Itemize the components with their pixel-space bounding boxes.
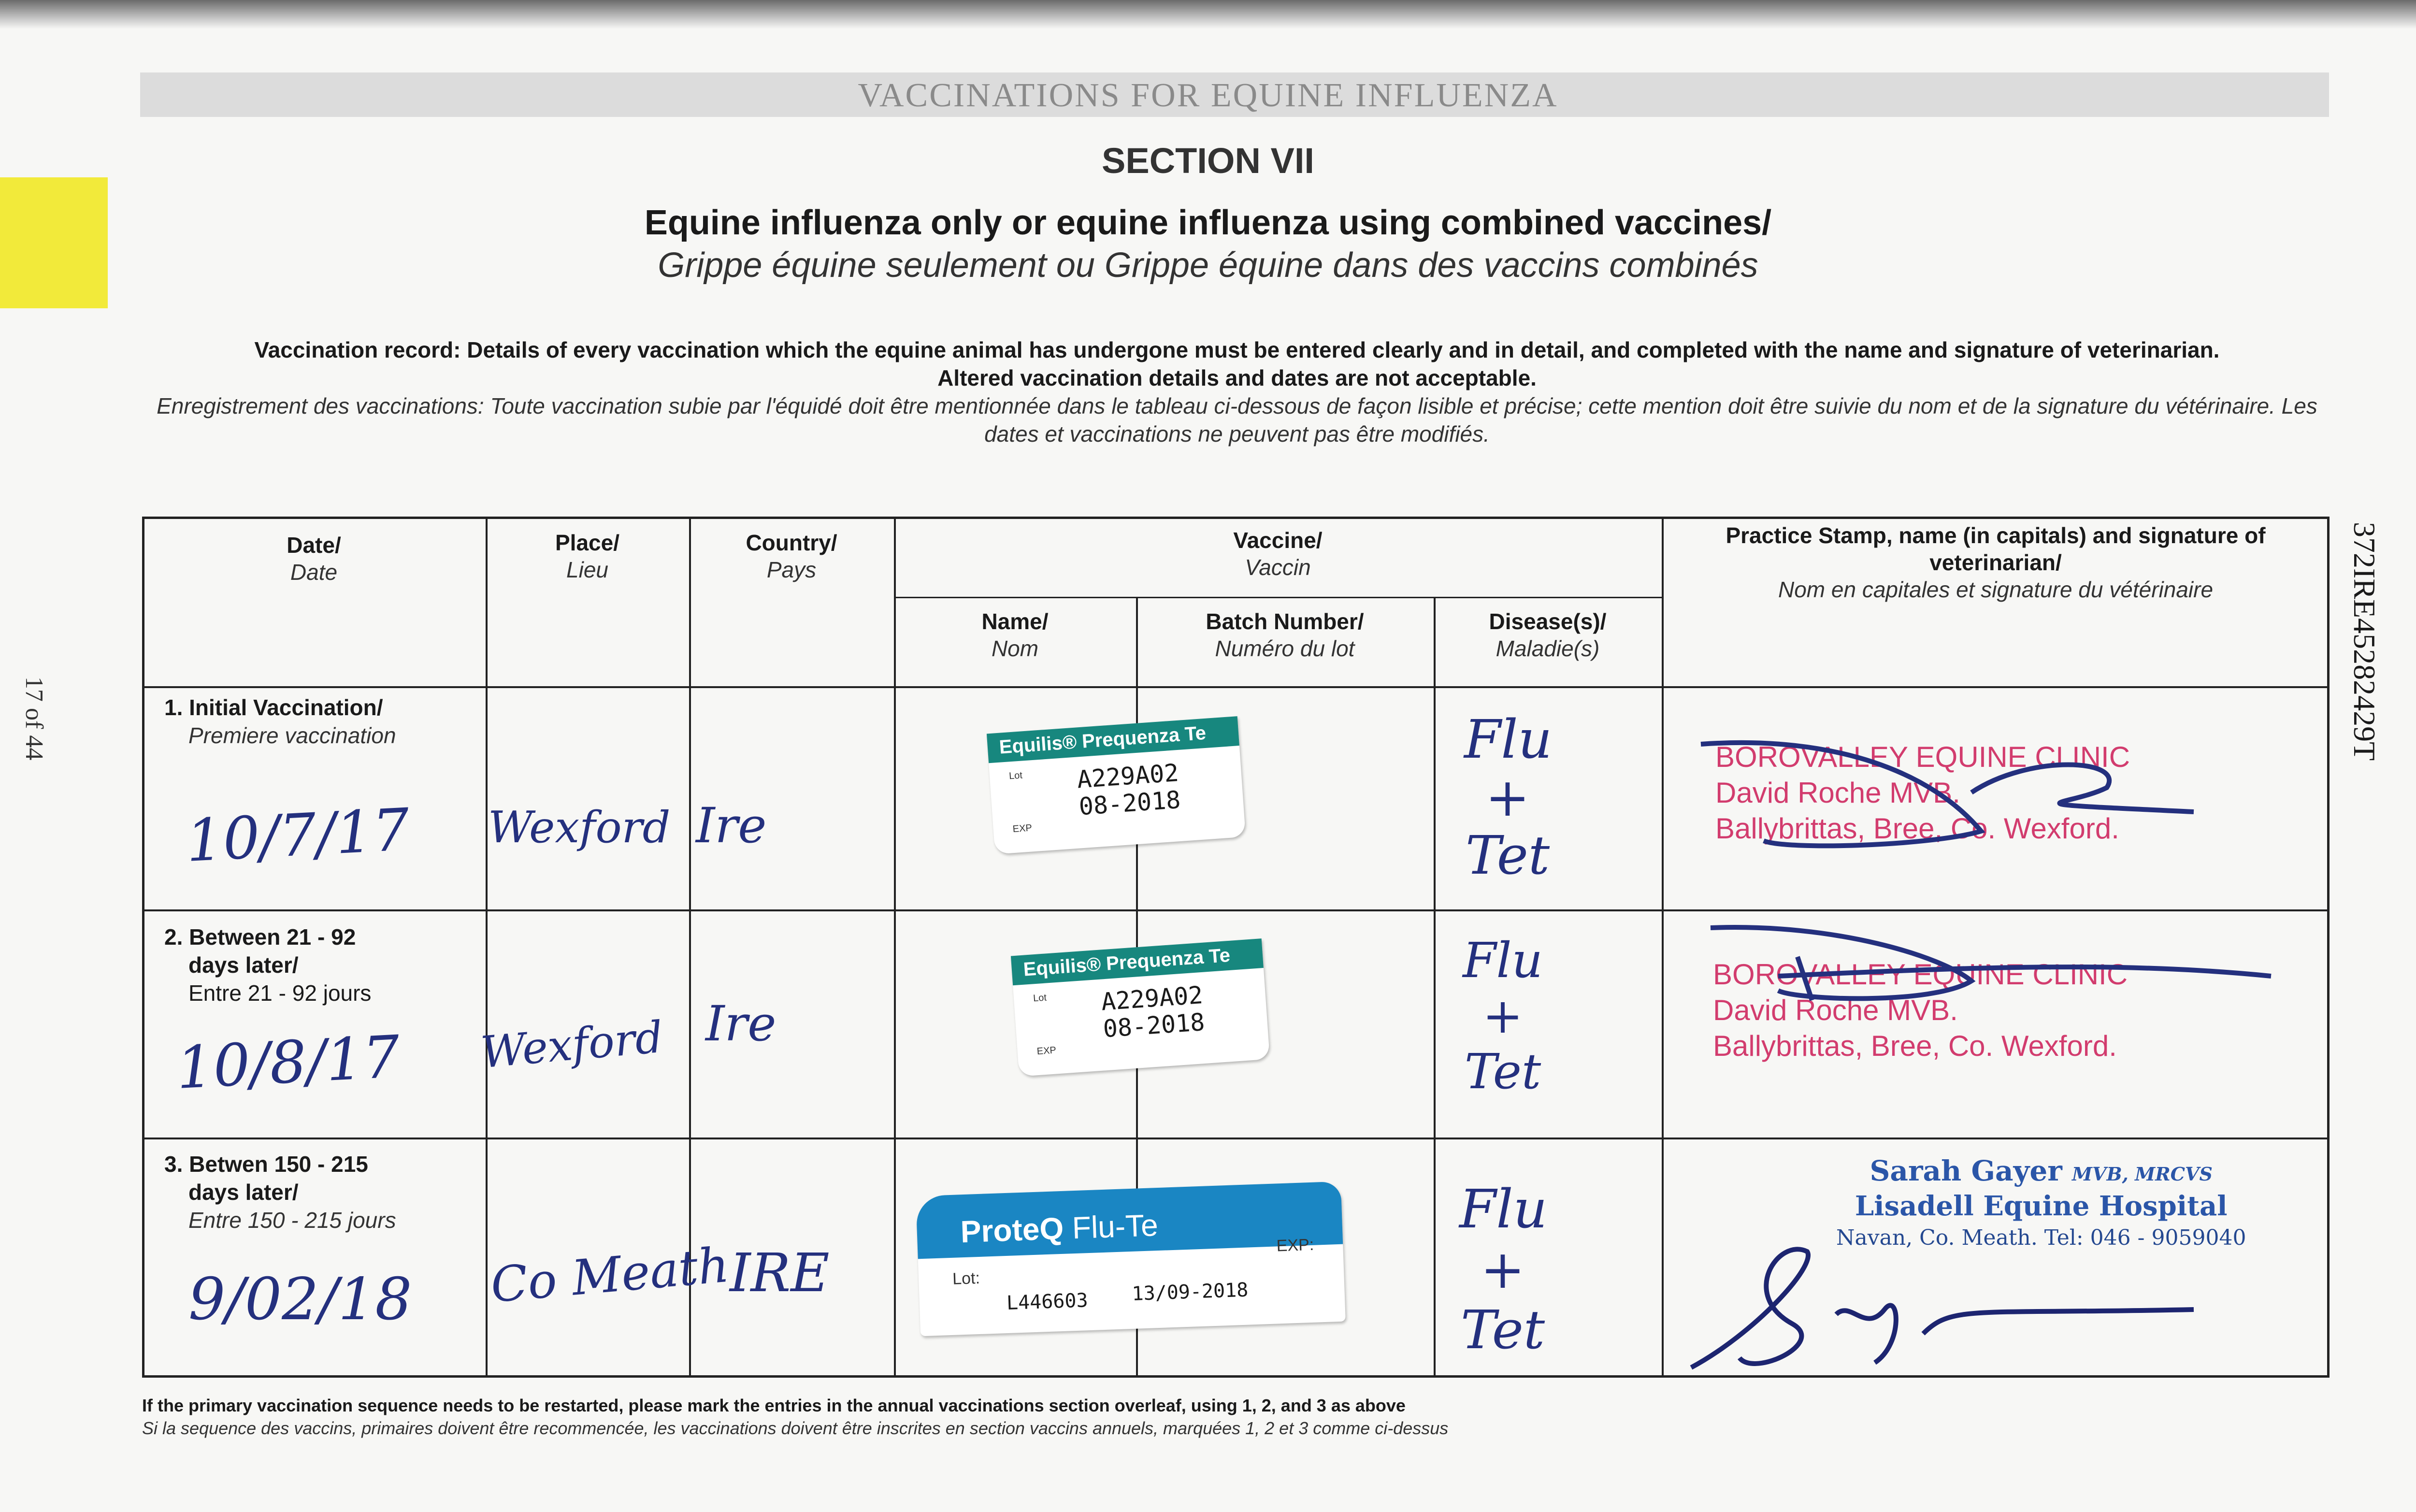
instructions-fr: Enregistrement des vaccinations: Toute vaccination subie par l'équidé doit être mentionnée dans le tableau ci-dessous de façon lisible et précise; cette mention doit être suivie du nom et de la signature du vétérinaire. Les dates et vaccinations ne peuvent pas être modifiés. (157, 393, 2317, 446)
row-3-signature (1682, 1237, 2213, 1382)
row-2-signature (1691, 918, 2295, 1015)
row-3-lot: L446603 (1006, 1289, 1089, 1315)
row-3-exp: 13/09-2018 (1131, 1279, 1249, 1305)
header-disease: Disease(s)/ Maladie(s) (1489, 609, 1607, 661)
row-1-exp: 08-2018 (1078, 785, 1182, 821)
row-2-date: 10/8/17 (174, 1023, 402, 1103)
header-stamp: Practice Stamp, name (in capitals) and signature of veterinarian/ Nom en capitales et signature du vétérinaire (1726, 523, 2266, 602)
row-divider (142, 909, 2329, 911)
proteq-brand: ProteQ Flu-Te (916, 1181, 1343, 1259)
row-divider (142, 686, 2329, 688)
row-1-lot: A229A02 (1076, 758, 1180, 794)
scan-edge (0, 0, 2416, 29)
row-3-label: 3. Betwen 150 - 215 days later/ Entre 150 - 215 jours (164, 1152, 396, 1233)
header-place: Place/ Lieu (555, 530, 619, 582)
row-2-label: 2. Between 21 - 92 days later/ Entre 21 - 92 jours (164, 924, 372, 1006)
col-divider (1434, 597, 1436, 1378)
row-divider (142, 1138, 2329, 1139)
table-border-top (142, 517, 2329, 519)
footer-en: If the primary vaccination sequence needs to be restarted, please mark the entries in the annual vaccinations section overleaf, using 1, 2, and 3 as above (142, 1396, 1406, 1415)
row-1-disease: Flu + Tet (1464, 708, 1553, 886)
row-3-disease: Flu + Tet (1459, 1178, 1548, 1361)
col-divider (486, 517, 488, 1378)
col-divider (142, 517, 144, 1378)
row-2-stamp: BOROVALLEY EQUINE CLINIC David Roche MVB. Ballybrittas, Bree, Co. Wexford. (1713, 958, 2128, 1062)
table-border-right (2327, 517, 2330, 1378)
header-country: Country/ Pays (746, 530, 837, 582)
col-divider (1662, 517, 1664, 1378)
document-code: 372IRE45282429T (2347, 522, 2382, 761)
row-2-lot: A229A02 (1100, 980, 1204, 1016)
row-1-country: Ire (696, 797, 767, 854)
row-3-country: IRE (730, 1242, 830, 1304)
header-vaccine: Vaccine/ Vaccin (1233, 528, 1323, 580)
band-title: VACCINATIONS FOR EQUINE INFLUENZA (858, 77, 1558, 114)
row-3-vaccine-label: ProteQ Flu-Te Lot: EXP: L446603 13/09-2018 (916, 1181, 1346, 1337)
header-name: Name/ Nom (981, 609, 1049, 661)
header-date: Date/ Date (287, 533, 341, 585)
section-title: SECTION VII (1102, 141, 1314, 181)
instructions-en: Vaccination record: Details of every vaccination which the equine animal has undergone must be entered clearly and in detail, and completed with the name and signature of veterinarian. (254, 337, 2220, 362)
page-number: 17 of 44 (20, 677, 48, 761)
title-fr: Grippe équine seulement ou Grippe équine dans des vaccins combinés (658, 246, 1758, 285)
row-1-label: 1. Initial Vaccination/ Premiere vaccination (164, 695, 396, 748)
instructions-en-2: Altered vaccination details and dates are not acceptable. (937, 365, 1537, 390)
row-3-stamp: Sarah Gayer MVB, MRCVS Lisadell Equine Hospital Navan, Co. Meath. Tel: 046 - 9059040 (1836, 1154, 2246, 1250)
row-2-country: Ire (705, 995, 777, 1052)
row-1-vaccine-label: Equilis® Prequenza Te Lot EXP A229A02 08-2018 (987, 716, 1246, 854)
row-1-stamp: BOROVALLEY EQUINE CLINIC David Roche MVB. Ballybrittas, Bree, Co. Wexford. (1715, 741, 2130, 845)
title-en: Equine influenza only or equine influenza using combined vaccines/ (644, 203, 1772, 242)
row-2-vaccine-label: Equilis® Prequenza Te Lot EXP A229A02 08-2018 (1011, 938, 1270, 1077)
row-3-date: 9/02/18 (188, 1266, 412, 1333)
row-2-place: Wexford (479, 1011, 665, 1079)
sticky-note (0, 177, 108, 308)
footer-fr: Si la sequence des vaccins, primaires doivent être recommencée, les vaccinations doivent être inscrites en section vaccins annuels, marquées 1, 2 et 3 comme ci-dessus (142, 1418, 1449, 1438)
header-batch: Batch Number/ Numéro du lot (1206, 609, 1364, 661)
row-1-date: 10/7/17 (184, 796, 411, 876)
vaccine-subheader-divider (894, 597, 1662, 598)
row-1-signature (1691, 734, 2223, 860)
row-2-disease: Flu + Tet (1463, 932, 1543, 1100)
row-3-place: Co Meath (488, 1236, 732, 1314)
row-1-place: Wexford (488, 802, 671, 853)
instructions (145, 336, 2329, 448)
row-2-exp: 08-2018 (1102, 1008, 1206, 1043)
